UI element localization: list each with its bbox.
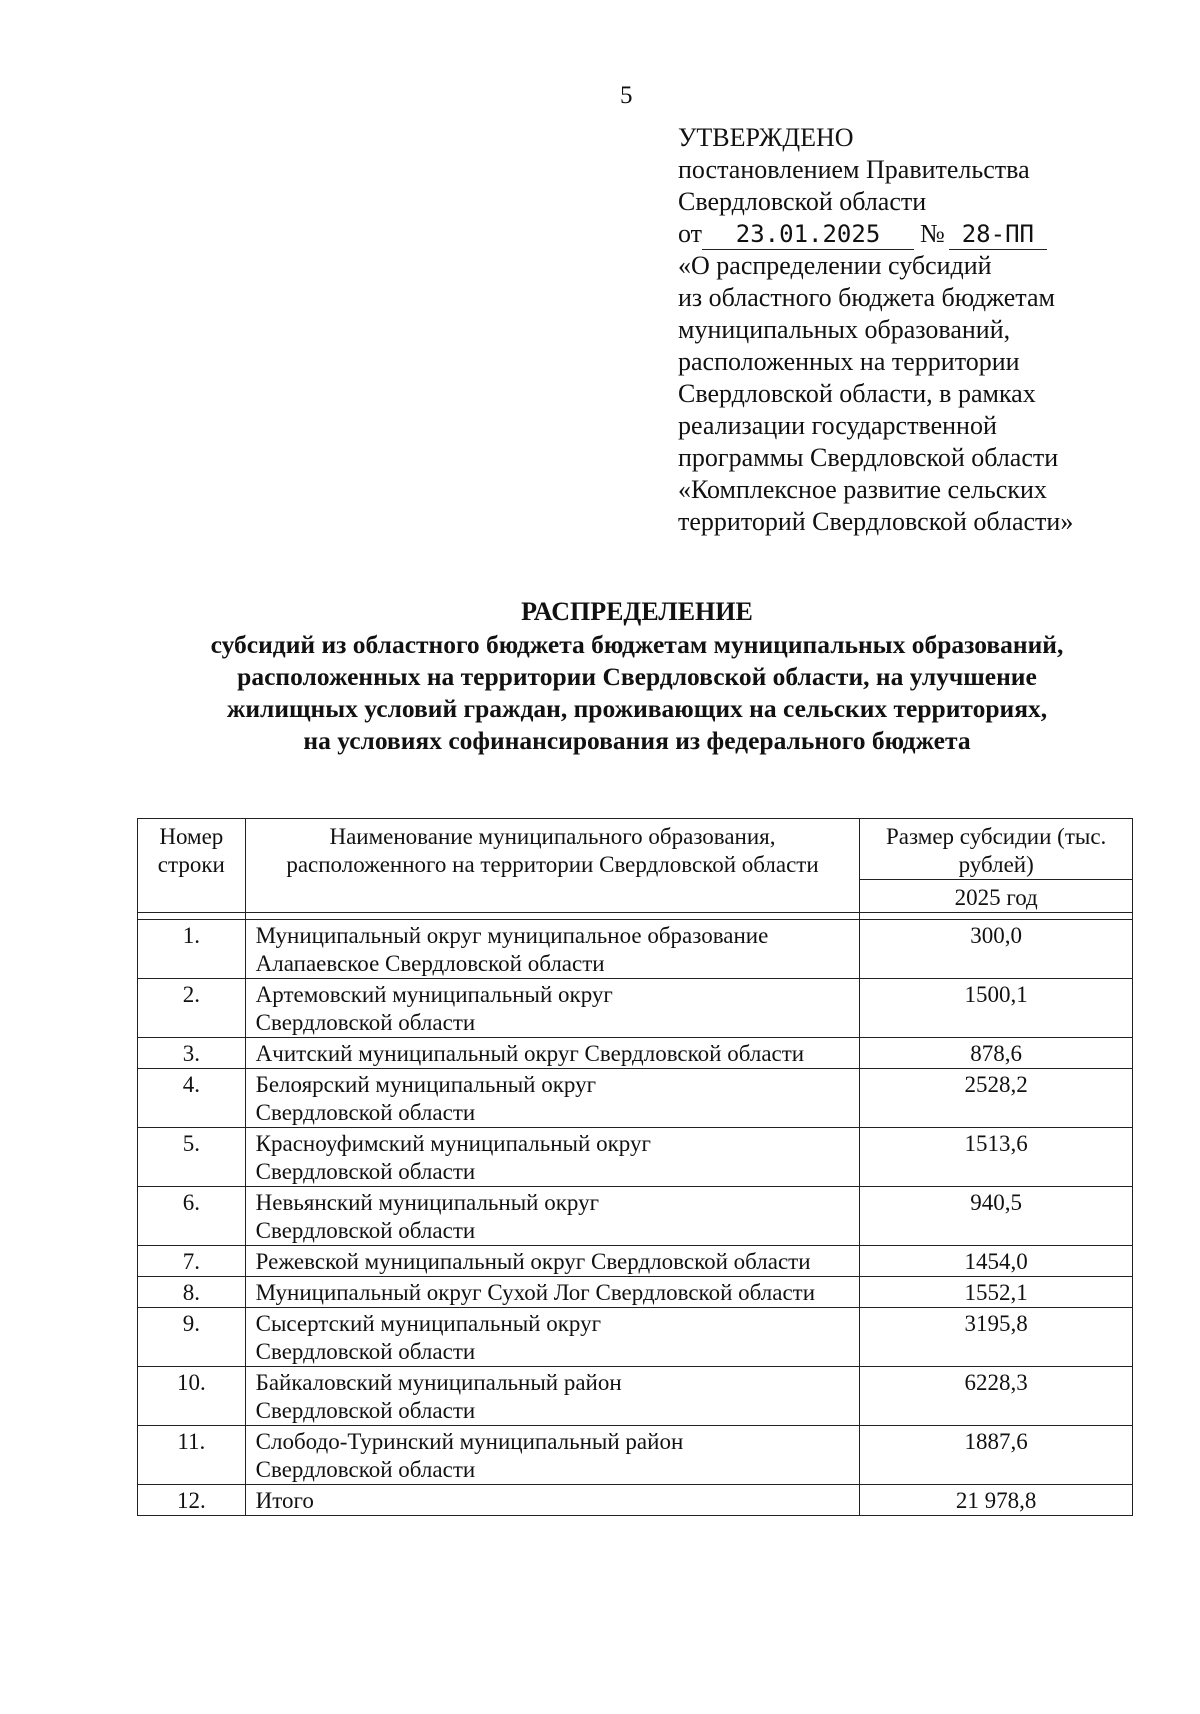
municipality-name	[245, 1246, 860, 1277]
subsidy-amount: 6228,3	[860, 1367, 1133, 1426]
document-heading	[140, 596, 1134, 757]
table-row	[138, 1128, 1133, 1187]
table-row	[138, 1069, 1133, 1128]
table-row	[138, 1187, 1133, 1246]
municipality-name	[245, 1308, 860, 1367]
approval-title-line: из областного бюджета бюджетам	[678, 283, 1055, 312]
date-prefix: от	[678, 219, 703, 248]
municipality-name-line: Свердловской области	[255, 1218, 476, 1243]
table-row	[138, 1426, 1133, 1485]
approval-date: 23.01.2025	[702, 221, 914, 250]
table-row	[138, 1038, 1133, 1069]
row-number: 8.	[138, 1277, 246, 1308]
municipality-name-line: Артемовский муниципальный округ	[255, 982, 613, 1007]
municipality-name	[245, 1069, 860, 1128]
row-number: 3.	[138, 1038, 246, 1069]
municipality-name-line: Свердловской области	[255, 1159, 476, 1184]
header-year: 2025 год	[860, 880, 1133, 913]
municipality-name-line: Свердловской области	[255, 1339, 476, 1364]
subsidy-amount: 1454,0	[860, 1246, 1133, 1277]
municipality-name	[245, 1485, 860, 1516]
approval-label: УТВЕРЖДЕНО	[678, 123, 854, 152]
municipality-name-line: Свердловской области	[255, 1010, 476, 1035]
row-number: 1.	[138, 920, 246, 979]
subsidy-amount: 2528,2	[860, 1069, 1133, 1128]
municipality-name	[245, 1038, 860, 1069]
table-row	[138, 1485, 1133, 1516]
row-number: 10.	[138, 1367, 246, 1426]
subsidy-amount: 1552,1	[860, 1277, 1133, 1308]
subsidy-amount: 940,5	[860, 1187, 1133, 1246]
municipality-name-line: Свердловской области	[255, 1457, 476, 1482]
row-number: 2.	[138, 979, 246, 1038]
approval-title-line: «Комплексное развитие сельских	[678, 475, 1047, 504]
table-row	[138, 1367, 1133, 1426]
subsidy-amount: 878,6	[860, 1038, 1133, 1069]
row-number: 9.	[138, 1308, 246, 1367]
table-row	[138, 920, 1133, 979]
municipality-name	[245, 979, 860, 1038]
subsidy-amount: 1887,6	[860, 1426, 1133, 1485]
document-subtitle-line: субсидий из областного бюджета бюджетам муниципальных образований,	[210, 630, 1064, 659]
municipality-name-line: Ачитский муниципальный округ Свердловской области	[255, 1041, 805, 1066]
municipality-name	[245, 1367, 860, 1426]
row-number: 11.	[138, 1426, 246, 1485]
subsidy-amount: 1500,1	[860, 979, 1133, 1038]
table-row	[138, 979, 1133, 1038]
approval-title-line: «О распределении субсидий	[678, 251, 992, 280]
municipality-name-line: Свердловской области	[255, 1398, 476, 1423]
row-number: 7.	[138, 1246, 246, 1277]
municipality-name-line: Слободо-Туринский муниципальный район	[255, 1429, 684, 1454]
table-body	[138, 920, 1133, 1516]
municipality-name-line: Байкаловский муниципальный район	[255, 1370, 622, 1395]
approval-line-3: Свердловской области	[678, 187, 927, 216]
approval-number: 28-ПП	[949, 221, 1047, 250]
subsidy-amount: 300,0	[860, 920, 1133, 979]
municipality-name-line: Невьянский муниципальный округ	[255, 1190, 600, 1215]
table-header	[138, 819, 1133, 920]
row-number: 4.	[138, 1069, 246, 1128]
distribution-table	[137, 818, 1133, 1516]
municipality-name	[245, 1426, 860, 1485]
header-spacer	[138, 913, 1133, 920]
number-sign: №	[920, 219, 945, 248]
table-row	[138, 1308, 1133, 1367]
municipality-name	[245, 1277, 860, 1308]
row-number: 6.	[138, 1187, 246, 1246]
approval-title-line: реализации государственной	[678, 411, 997, 440]
row-number: 5.	[138, 1128, 246, 1187]
approval-title-line: Свердловской области, в рамках	[678, 379, 1036, 408]
header-name: Наименование муниципального образования, расположенного на территории Свердловской области	[245, 819, 860, 913]
municipality-name	[245, 1187, 860, 1246]
subsidy-amount: 21 978,8	[860, 1485, 1133, 1516]
document-subtitle-line: на условиях софинансирования из федерального бюджета	[303, 726, 971, 755]
document-title: РАСПРЕДЕЛЕНИЕ	[521, 597, 753, 626]
municipality-name-line: Муниципальный округ Сухой Лог Свердловской области	[255, 1280, 816, 1305]
table-row	[138, 1277, 1133, 1308]
municipality-name-line: Сысертский муниципальный округ	[255, 1311, 602, 1336]
table-row	[138, 1246, 1133, 1277]
municipality-name-line: Итого	[255, 1488, 314, 1513]
municipality-name-line: Белоярский муниципальный округ	[255, 1072, 597, 1097]
approval-title-line: программы Свердловской области	[678, 443, 1059, 472]
subsidy-amount: 1513,6	[860, 1128, 1133, 1187]
municipality-name-line: Муниципальный округ муниципальное образование	[255, 923, 769, 948]
approval-line-2: постановлением Правительства	[678, 155, 1030, 184]
municipality-name	[245, 920, 860, 979]
municipality-name	[245, 1128, 860, 1187]
header-row-number: Номер строки	[138, 819, 246, 913]
header-amount: Размер субсидии (тыс. рублей)	[860, 819, 1133, 880]
document-subtitle-line: жилищных условий граждан, проживающих на сельских территориях,	[226, 694, 1048, 723]
approval-block	[678, 122, 1138, 538]
municipality-name-line: Режевской муниципальный округ Свердловской области	[255, 1249, 811, 1274]
page-number: 5	[620, 82, 633, 109]
approval-title-line: муниципальных образований,	[678, 315, 1011, 344]
municipality-name-line: Алапаевское Свердловской области	[255, 951, 605, 976]
approval-title-line: расположенных на территории	[678, 347, 1020, 376]
document-subtitle-line: расположенных на территории Свердловской области, на улучшение	[237, 662, 1037, 691]
approval-date-line	[678, 218, 1138, 250]
municipality-name-line: Свердловской области	[255, 1100, 476, 1125]
subsidy-amount: 3195,8	[860, 1308, 1133, 1367]
approval-title-line: территорий Свердловской области»	[678, 507, 1074, 536]
municipality-name-line: Красноуфимский муниципальный округ	[255, 1131, 651, 1156]
row-number: 12.	[138, 1485, 246, 1516]
